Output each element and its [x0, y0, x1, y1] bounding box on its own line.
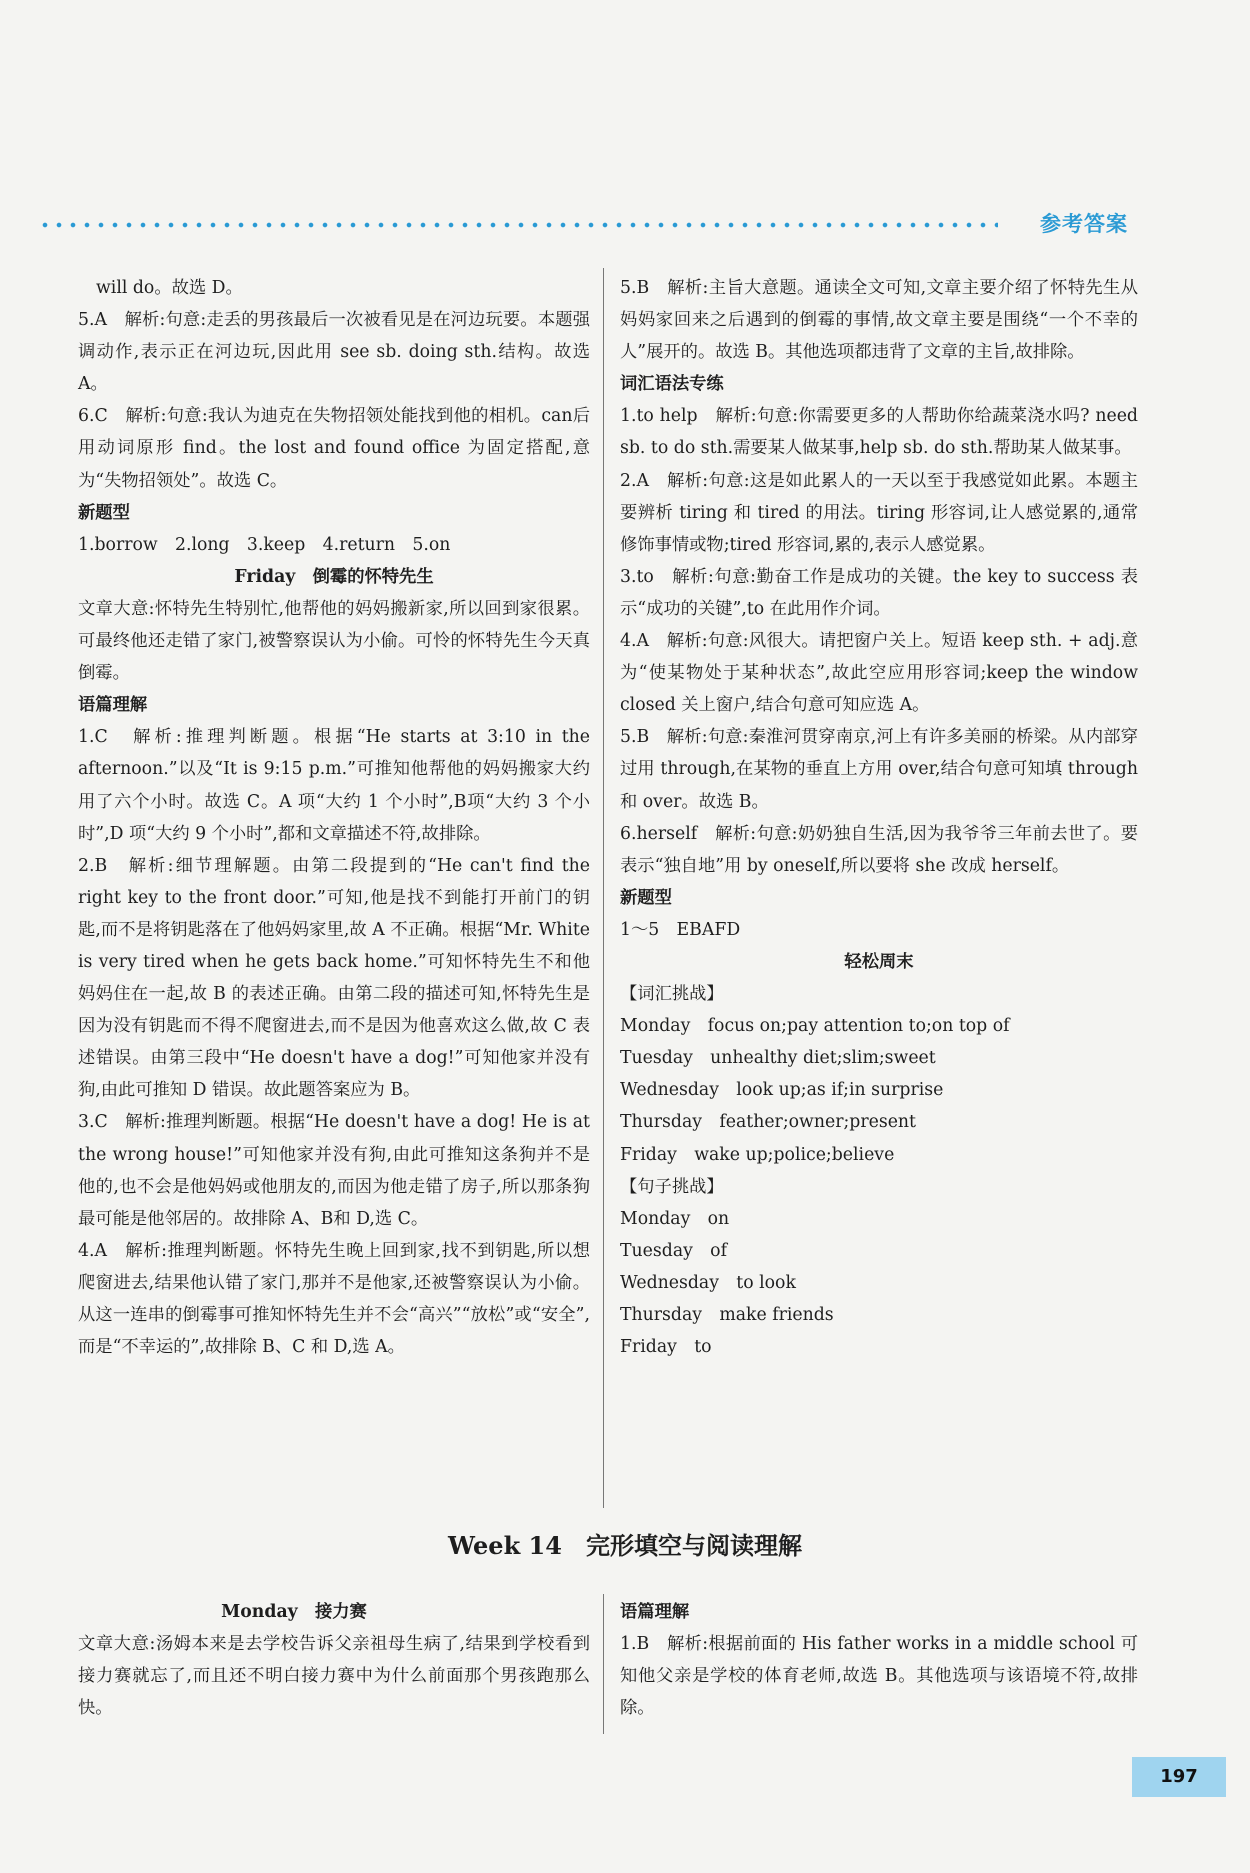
bottom-right-column: [620, 1596, 1138, 1724]
week-title: Week 14 完形填空与阅读理解: [448, 1531, 802, 1560]
bottom-left-column: [78, 1596, 590, 1724]
answer-item: 5.B 解析:句意:秦淮河贯穿南京,河上有许多美丽的桥梁。从内部穿过用 through,在某物的垂直上方用 over,结合句意可知填 through 和 over。故选 B。: [620, 727, 1138, 812]
answer-item: 4.A 解析:推理判断题。怀特先生晚上回到家,找不到钥匙,所以想爬窗进去,结果他认错了家门,那并不是他家,还被警察误认为小偷。从这一连串的倒霉事可推知怀特先生并不会“高兴”“放松”或“安全”,而是“不幸运的”,故排除 B、C 和 D,选 A。: [78, 1240, 590, 1358]
left-column: [78, 272, 590, 1363]
answer-item: 3.to 解析:句意:勤奋工作是成功的关键。the key to success 表示“成功的关键”,to 在此用作介词。: [620, 566, 1138, 619]
summary-paragraph: 文章大意:汤姆本来是去学校告诉父亲祖母生病了,结果到学校看到接力赛就忘了,而且还不明白接力赛中为什么前面那个男孩跑那么快。: [78, 1634, 590, 1718]
section-heading: 新题型: [78, 502, 130, 523]
section-heading: 语篇理解: [78, 695, 148, 716]
answer-line: 1～5 EBAFD: [620, 919, 741, 940]
day-heading: Monday 接力赛: [221, 1602, 367, 1622]
day-answer: Thursday feather;owner;present: [620, 1112, 916, 1133]
answer-item: 1.to help 解析:句意:你需要更多的人帮助你给蔬菜浇水吗? need sb. to do sth.需要某人做某事,help sb. do sth.帮助某人做某事。: [620, 406, 1138, 459]
challenge-heading: 【句子挑战】: [620, 1176, 724, 1197]
header-dotted-rule: [38, 222, 998, 228]
section-heading: 语篇理解: [620, 1602, 690, 1622]
answer-item: 5.A 解析:句意:走丢的男孩最后一次被看见是在河边玩要。本题强调动作,表示正在河边玩,因此用 see sb. doing sth.结构。故选 A。: [78, 310, 590, 395]
answer-item: 3.C 解析:推理判断题。根据“He doesn't have a dog! He is at the wrong house!”可知他家并没有狗,由此可推知这条狗并不是他的,也不会是他妈妈或他朋友的,而因为他走错了房子,所以那条狗最可能是他邻居的。故排除 A、B和 D,选 C。: [78, 1112, 590, 1229]
header-title: 参考答案: [1040, 212, 1128, 236]
answer-item: 6.C 解析:句意:我认为迪克在失物招领处能找到他的相机。can后用动词原形 find。the lost and found office 为固定搭配,意为“失物招领处”。故选 C。: [78, 406, 590, 491]
summary-paragraph: 文章大意:怀特先生特别忙,他帮他的妈妈搬新家,所以回到家很累。可最终他还走错了家门,被警察误认为小偷。可怜的怀特先生今天真倒霉。: [78, 598, 590, 684]
section-heading: 新题型: [620, 887, 672, 908]
day-answer: Friday wake up;police;believe: [620, 1144, 895, 1165]
challenge-heading: 【词汇挑战】: [620, 984, 724, 1005]
day-answer: Tuesday unhealthy diet;slim;sweet: [620, 1048, 936, 1069]
answer-item: 2.B 解析:细节理解题。由第二段提到的“He can't find the right key to the front door.”可知,他是找不到能打开前门的钥匙,而不是将钥匙落在了他妈妈家里,故 A 不正确。根据“Mr. White is very tired when he gets back home.”可知怀特先生不和他妈妈住在一起,故 B 的表述正确。由第二段的描述可知,怀特先生是因为没有钥匙而不得不爬窗进去,而不是因为他喜欢这么做,故 C 表述错误。由第三段中“He doesn't have a dog!”可知他家并没有狗,由此可推知 D 错误。故此题答案应为 B。: [78, 855, 590, 1101]
section-heading: 词汇语法专练: [620, 374, 724, 395]
answer-line: will do。故选 D。: [96, 278, 243, 298]
day-answer: Friday to: [620, 1337, 712, 1358]
answer-item: 6.herself 解析:句意:奶奶独自生活,因为我爷爷三年前去世了。要表示“独自地”用 by oneself,所以要将 she 改成 herself。: [620, 823, 1138, 876]
day-answer: Tuesday of: [620, 1240, 727, 1261]
day-answer: Wednesday to look: [620, 1272, 796, 1293]
answer-item: 1.B 解析:根据前面的 His father works in a middle school 可知他父亲是学校的体育老师,故选 B。其他选项与该语境不符,故排除。: [620, 1634, 1138, 1718]
day-heading: Friday 倒霉的怀特先生: [234, 566, 434, 587]
column-divider: [603, 268, 604, 1508]
day-answer: Monday on: [620, 1208, 730, 1229]
answer-item: 2.A 解析:句意:这是如此累人的一天以至于我感觉如此累。本题主要辨析 tiring 和 tired 的用法。tiring 形容词,让人感觉累的,通常修饰事情或物;tired 形容词,累的,表示人感觉累。: [620, 470, 1138, 555]
answer-item: 4.A 解析:句意:风很大。请把窗户关上。短语 keep sth. + adj.意为“使某物处于某种状态”,故此空应用形容词;keep the window closed 关上窗户,结合句意可知应选 A。: [620, 631, 1138, 716]
right-column: [620, 272, 1138, 1363]
answer-line: 1.borrow 2.long 3.keep 4.return 5.on: [78, 534, 451, 555]
answer-item: 1.C 解析:推理判断题。根据“He starts at 3:10 in the afternoon.”以及“It is 9:15 p.m.”可推知他帮他的妈妈搬家大约用了六个小时。故选 C。A 项“大约 1 个小时”,B项“大约 3 个小时”,D 项“大约 9 个小时”,都和文章描述不符,故排除。: [78, 727, 590, 844]
page-number: 197: [1132, 1757, 1226, 1797]
day-answer: Wednesday look up;as if;in surprise: [620, 1080, 944, 1101]
day-answer: Monday focus on;pay attention to;on top of: [620, 1016, 1010, 1037]
column-divider: [603, 1594, 604, 1734]
answer-item: 5.B 解析:主旨大意题。通读全文可知,文章主要介绍了怀特先生从妈妈家回来之后遇到的倒霉的事情,故文章主要是围绕“一个不幸的人”展开的。故选 B。其他选项都违背了文章的主旨,故排除。: [620, 278, 1138, 363]
weekend-heading: 轻松周末: [844, 951, 914, 972]
day-answer: Thursday make friends: [620, 1305, 834, 1325]
